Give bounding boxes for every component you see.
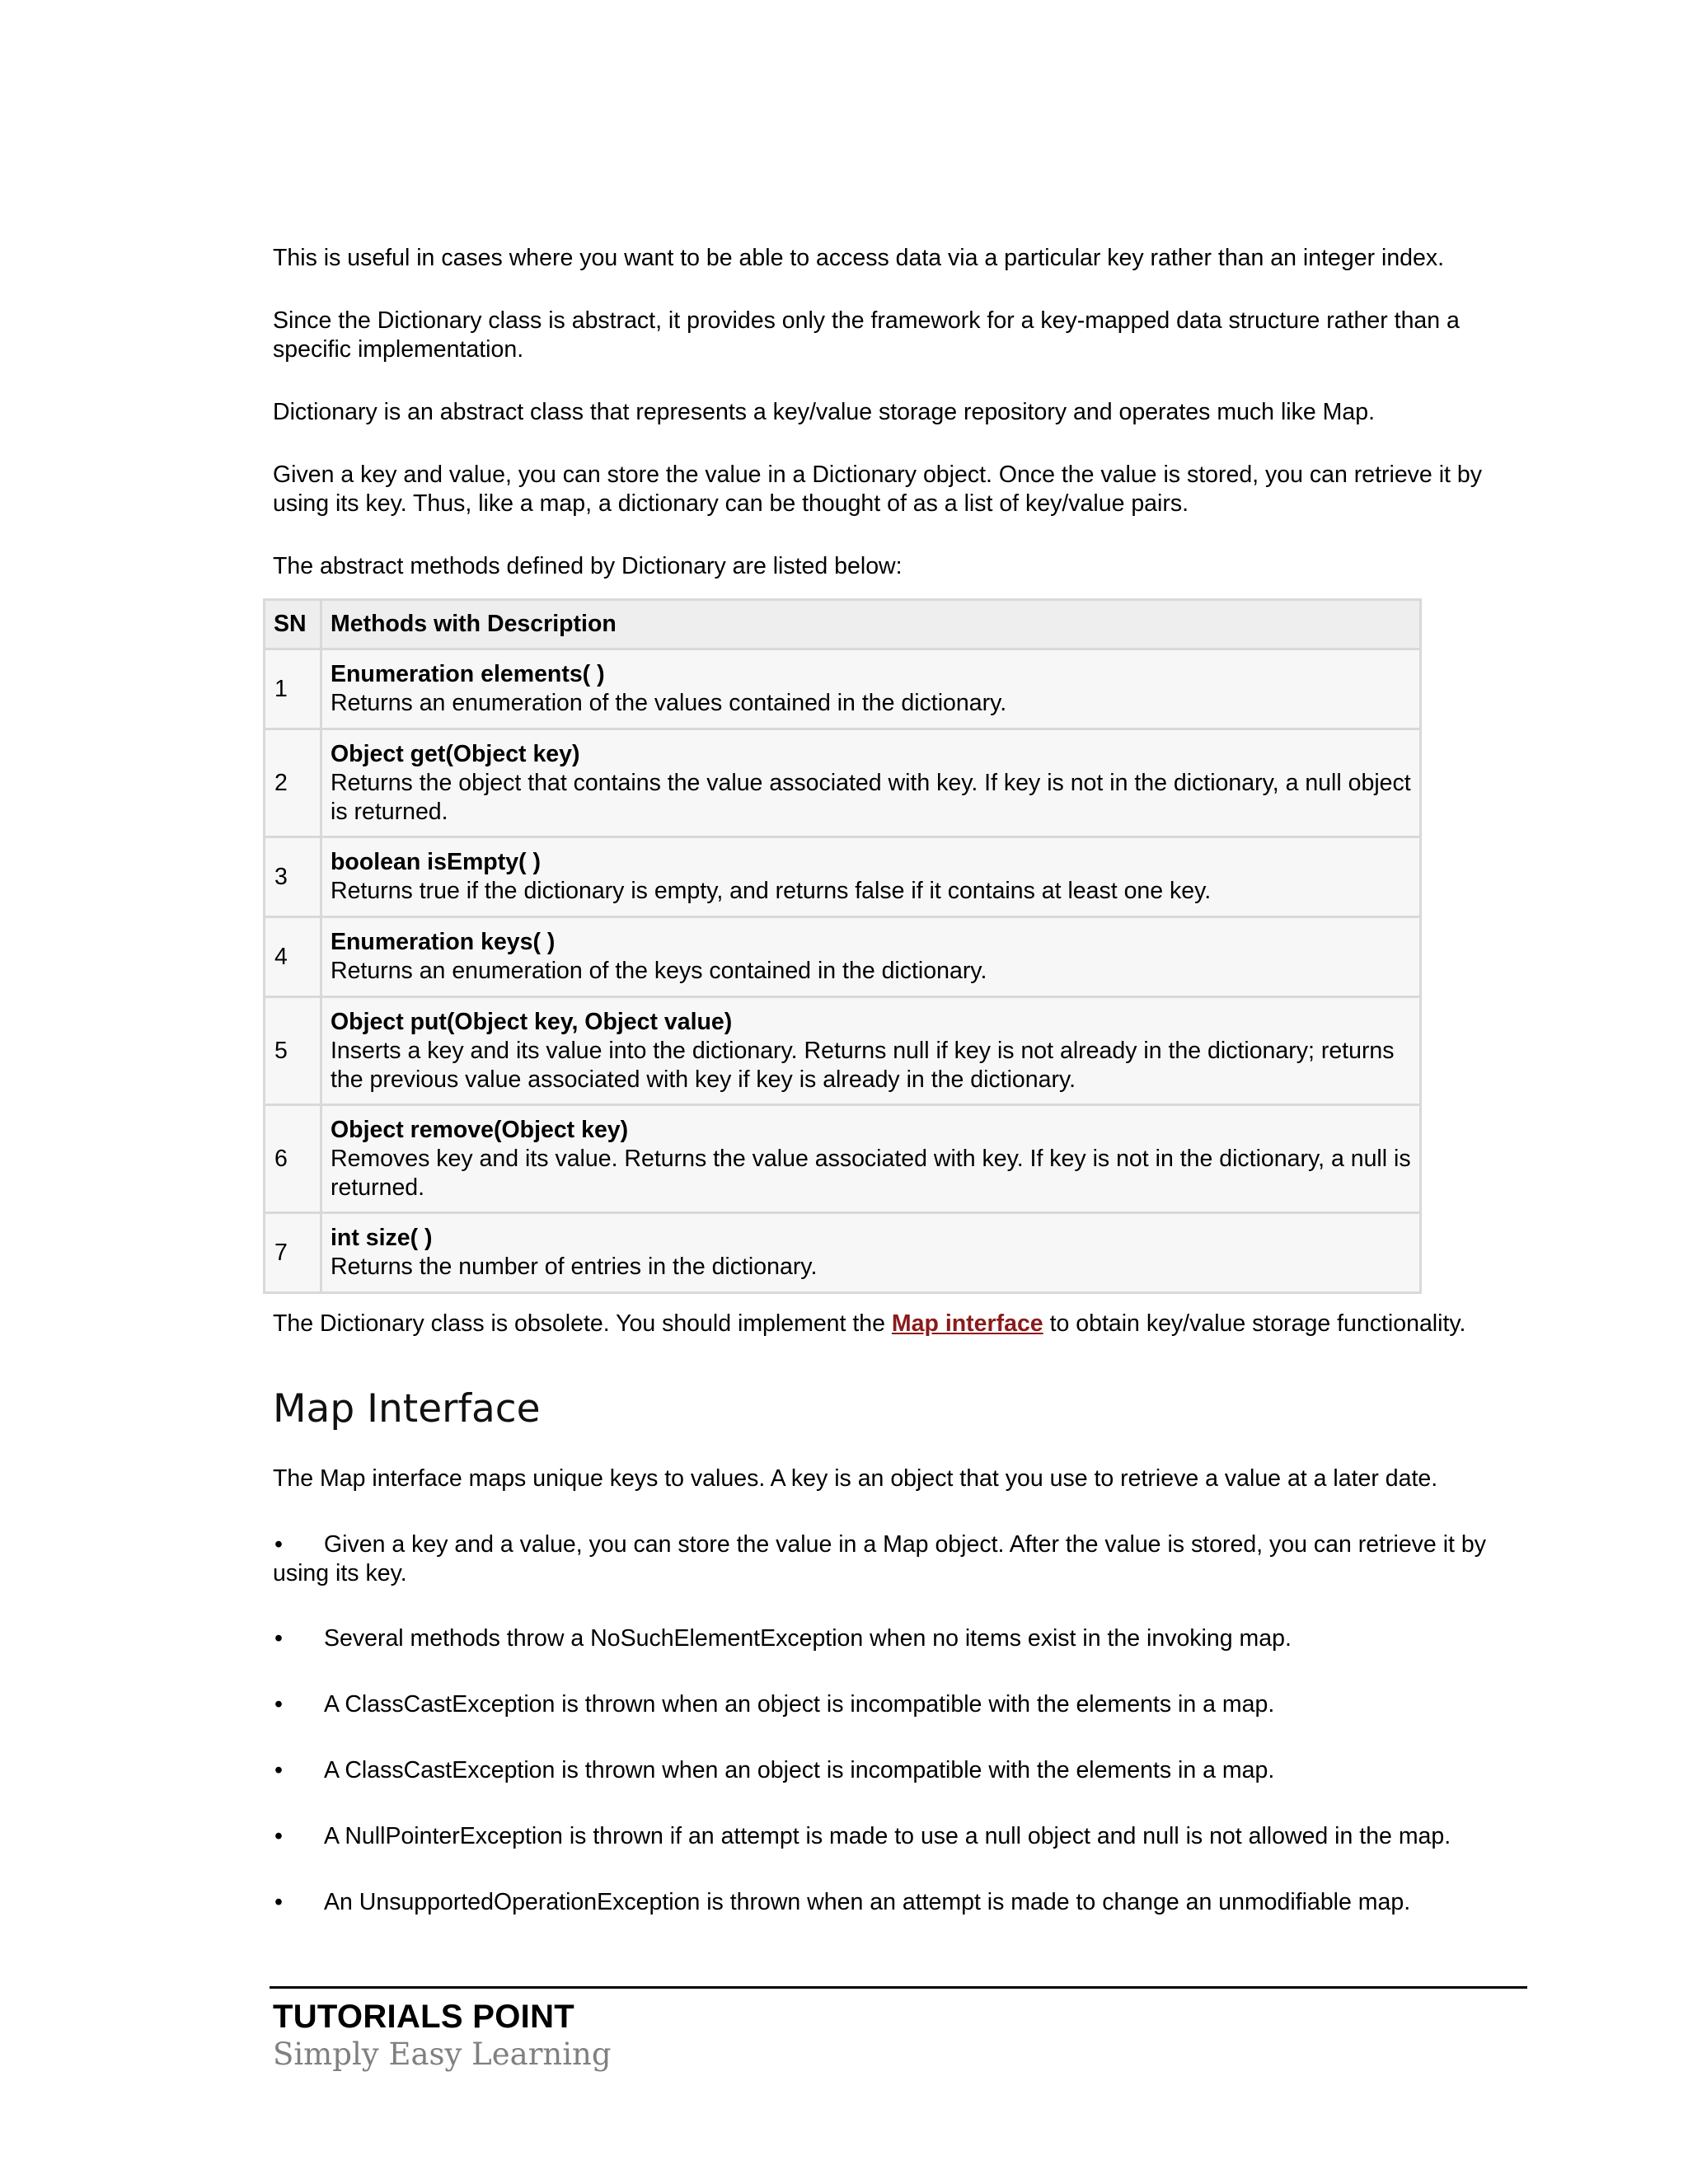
bullet-item	[273, 1756, 1525, 1785]
method-description: Returns true if the dictionary is empty, and returns false if it contains at least one key.	[331, 878, 1212, 904]
bullet-dot: •	[274, 1757, 283, 1783]
method-name: boolean isEmpty( )	[331, 849, 541, 875]
row-method	[321, 1213, 1421, 1293]
bullet-text: An UnsupportedOperationException is thrown when an attempt is made to change an unmodifiable map.	[324, 1889, 1411, 1915]
bullet-text: A ClassCastException is thrown when an object is incompatible with the elements in a map.	[324, 1757, 1275, 1783]
row-method	[321, 837, 1421, 917]
bullet-dot: •	[274, 1625, 283, 1652]
method-description: Returns the object that contains the value associated with key. If key is not in the dictionary, a null object is returned.	[331, 769, 1411, 825]
bullet-item	[273, 1822, 1525, 1851]
method-description: Inserts a key and its value into the dictionary. Returns null if key is not already in the dictionary; returns the previous value associated with key if key is already in the dictionary.	[331, 1037, 1395, 1093]
map-interface-link[interactable]: Map interface	[891, 1310, 1043, 1337]
section-heading: Map Interface	[273, 1386, 541, 1432]
bullet-text: Given a key and a value, you can store the value in a Map object. After the value is stored, you can retrieve it by using its key.	[273, 1531, 1486, 1586]
method-name: Enumeration keys( )	[331, 929, 556, 955]
intro-paragraph: Dictionary is an abstract class that represents a key/value storage repository and operates much like Map.	[273, 399, 1375, 425]
method-name: Object put(Object key, Object value)	[331, 1008, 733, 1035]
table-row	[265, 997, 1421, 1105]
row-sn: 1	[265, 649, 321, 729]
method-name: Object get(Object key)	[331, 740, 580, 767]
row-method	[321, 649, 1421, 729]
intro-section	[273, 244, 1525, 581]
bullet-dot: •	[274, 1823, 283, 1849]
bullet-item	[273, 1624, 1525, 1653]
row-sn: 4	[265, 917, 321, 997]
obsolete-note-text: The Dictionary class is obsolete. You should implement the	[273, 1310, 892, 1337]
method-name: int size( )	[331, 1225, 433, 1251]
row-sn: 2	[265, 729, 321, 837]
row-sn: 3	[265, 837, 321, 917]
footer-divider	[270, 1986, 1527, 1989]
footer-brand: TUTORIALS POINT	[273, 1999, 574, 2035]
bullet-text: Several methods throw a NoSuchElementException when no items exist in the invoking map.	[324, 1625, 1292, 1652]
header-sn: SN	[265, 600, 321, 649]
table-row	[265, 917, 1421, 997]
table-row	[265, 1105, 1421, 1213]
row-method	[321, 1105, 1421, 1213]
header-methods: Methods with Description	[321, 600, 1421, 649]
obsolete-note	[273, 1310, 1525, 1338]
table-row	[265, 1213, 1421, 1293]
method-description: Returns an enumeration of the values contained in the dictionary.	[331, 690, 1007, 716]
methods-table	[263, 598, 1422, 1294]
method-name: Object remove(Object key)	[331, 1116, 629, 1143]
method-description: Removes key and its value. Returns the value associated with key. If key is not in the dictionary, a null is returned.	[331, 1145, 1411, 1201]
bullet-text: A ClassCastException is thrown when an object is incompatible with the elements in a map.	[324, 1691, 1275, 1718]
method-description: Returns the number of entries in the dictionary.	[331, 1254, 818, 1280]
bullet-item	[273, 1690, 1525, 1719]
method-description: Returns an enumeration of the keys contained in the dictionary.	[331, 958, 987, 984]
row-sn: 6	[265, 1105, 321, 1213]
map-intro-paragraph: The Map interface maps unique keys to values. A key is an object that you use to retrieve a value at a later date.	[273, 1465, 1438, 1492]
footer-tagline: Simply Easy Learning	[273, 2036, 612, 2072]
row-method	[321, 729, 1421, 837]
bullet-text: A NullPointerException is thrown if an attempt is made to use a null object and null is not allowed in the map.	[324, 1823, 1451, 1849]
intro-paragraph: Since the Dictionary class is abstract, it provides only the framework for a key-mapped data structure rather than a specific implementation.	[273, 307, 1460, 363]
bullet-dot: •	[274, 1531, 283, 1558]
intro-paragraph: This is useful in cases where you want to be able to access data via a particular key rather than an integer index.	[273, 245, 1445, 271]
table-intro: The abstract methods defined by Dictionary are listed below:	[273, 553, 903, 579]
row-method	[321, 917, 1421, 997]
bullet-item	[273, 1530, 1525, 1588]
row-method	[321, 997, 1421, 1105]
bullet-dot: •	[274, 1889, 283, 1915]
method-name: Enumeration elements( )	[331, 661, 605, 687]
table-row	[265, 649, 1421, 729]
row-sn: 5	[265, 997, 321, 1105]
row-sn: 7	[265, 1213, 321, 1293]
table-header-row	[265, 600, 1421, 649]
table-row	[265, 729, 1421, 837]
bullet-item	[273, 1888, 1525, 1917]
table-row	[265, 837, 1421, 917]
intro-paragraph: Given a key and value, you can store the value in a Dictionary object. Once the value is stored, you can retrieve it by using its key. Thus, like a map, a dictionary can be thought of as a list of key/value pairs.	[273, 462, 1482, 517]
obsolete-note-text-end: to obtain key/value storage functionality.	[1043, 1310, 1466, 1337]
bullet-dot: •	[274, 1691, 283, 1718]
